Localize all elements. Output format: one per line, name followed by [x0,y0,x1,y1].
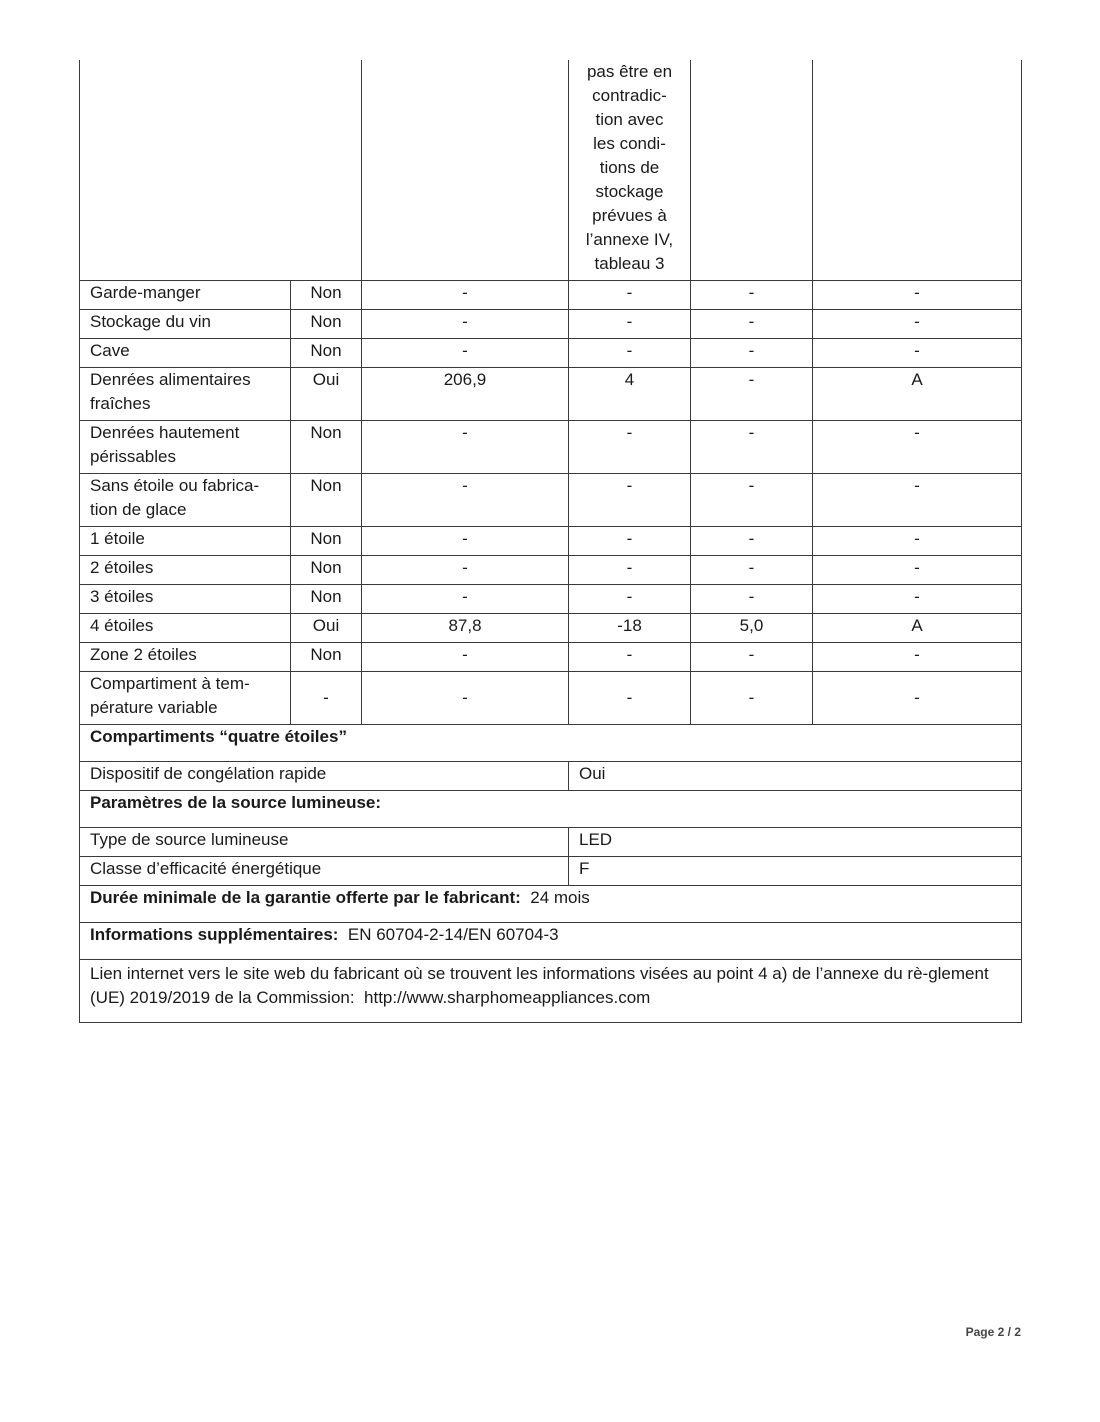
light-type-label: Type de source lumineuse [80,828,569,857]
compartment-volume: - [362,672,569,725]
compartment-temperature: - [569,310,691,339]
compartment-row [80,527,1022,556]
additional-info-value: EN 60704-2-14/EN 60704-3 [347,925,559,944]
continuation-line: pas être en [586,62,673,81]
additional-info-label: Informations supplémentaires: [90,925,339,944]
compartment-freezing-capacity: - [691,474,813,527]
compartment-freezing-capacity: - [691,643,813,672]
compartment-volume: - [362,527,569,556]
compartment-row [80,281,1022,310]
compartment-temperature: 4 [569,368,691,421]
compartment-row [80,421,1022,474]
manufacturer-link-text: Lien internet vers le site web du fabricant où se trouvent les informations visées au point 4 a) de l’annexe du rè-glement (UE) 2019/2019 de la Commission: [90,964,989,1007]
compartment-name: Cave [80,339,291,368]
page-number: Page 2 / 2 [965,1325,1021,1339]
compartment-climate-class: - [813,527,1022,556]
continuation-empty-cell [80,60,362,281]
continuation-line: tableau 3 [594,254,665,273]
compartment-temperature: - [569,421,691,474]
compartment-freezing-capacity: 5,0 [691,614,813,643]
light-class-label: Classe d’efficacité énergétique [80,857,569,886]
compartment-volume: - [362,643,569,672]
light-class-value: F [569,857,1022,886]
compartment-freezing-capacity: - [691,368,813,421]
warranty-row [80,886,1022,923]
light-type-row [80,828,1022,857]
compartment-temperature: - [569,527,691,556]
compartment-name: Stockage du vin [80,310,291,339]
compartment-row [80,556,1022,585]
additional-info-row [80,923,1022,960]
compartment-temperature: - [569,556,691,585]
compartment-volume: - [362,339,569,368]
light-source-heading: Paramètres de la source lumineuse: [80,791,1022,828]
compartment-row [80,339,1022,368]
compartment-climate-class: - [813,474,1022,527]
continuation-text-cell [569,60,691,281]
compartment-name: Zone 2 étoiles [80,643,291,672]
compartment-volume: 206,9 [362,368,569,421]
light-class-row [80,857,1022,886]
compartment-present: Non [291,281,362,310]
warranty-value: 24 mois [530,888,590,907]
compartment-name: 2 étoiles [80,556,291,585]
compartment-freezing-capacity: - [691,310,813,339]
compartment-temperature: - [569,643,691,672]
compartment-climate-class: - [813,339,1022,368]
compartment-climate-class: - [813,281,1022,310]
compartment-freezing-capacity: - [691,339,813,368]
compartment-row [80,310,1022,339]
compartment-name: Sans étoile ou fabrica-tion de glace [80,474,291,527]
manufacturer-link-url[interactable]: http://www.sharphomeappliances.com [364,988,651,1007]
compartment-climate-class: A [813,368,1022,421]
fast-freeze-label: Dispositif de congélation rapide [80,762,569,791]
compartment-volume: - [362,281,569,310]
continuation-empty-cell [362,60,569,281]
compartment-row [80,614,1022,643]
manufacturer-link-row [80,960,1022,1023]
compartment-row [80,585,1022,614]
compartment-temperature: -18 [569,614,691,643]
compartment-name: 3 étoiles [80,585,291,614]
compartment-present: Non [291,585,362,614]
continuation-line: tion avec [595,110,664,129]
compartment-climate-class: - [813,643,1022,672]
compartment-name: Denrées alimentaires fraîches [80,368,291,421]
compartment-freezing-capacity: - [691,556,813,585]
compartment-present: Non [291,339,362,368]
compartment-row [80,368,1022,421]
compartment-present: Non [291,643,362,672]
warranty-cell [80,886,1022,923]
compartment-climate-class: - [813,585,1022,614]
compartment-present: - [291,672,362,725]
compartment-climate-class: A [813,614,1022,643]
compartment-volume: - [362,421,569,474]
compartment-present: Non [291,310,362,339]
continuation-empty-cell [691,60,813,281]
four-star-heading: Compartiments “quatre étoiles” [80,725,1022,762]
compartment-spec-table [79,60,1022,1023]
compartment-freezing-capacity: - [691,421,813,474]
compartment-temperature: - [569,339,691,368]
compartment-freezing-capacity: - [691,672,813,725]
compartment-name: Garde-manger [80,281,291,310]
warranty-label: Durée minimale de la garantie offerte par le fabricant: [90,888,521,907]
light-source-heading-row [80,791,1022,828]
compartment-temperature: - [569,281,691,310]
compartment-temperature: - [569,672,691,725]
compartment-row [80,643,1022,672]
compartment-climate-class: - [813,421,1022,474]
compartment-name: 4 étoiles [80,614,291,643]
compartment-temperature: - [569,474,691,527]
compartment-volume: - [362,585,569,614]
compartment-present: Oui [291,368,362,421]
compartment-name: 1 étoile [80,527,291,556]
compartment-row [80,474,1022,527]
compartment-present: Oui [291,614,362,643]
compartment-temperature: - [569,585,691,614]
continuation-row [80,60,1022,281]
fast-freeze-row [80,762,1022,791]
compartment-present: Non [291,421,362,474]
additional-info-cell [80,923,1022,960]
continuation-line: stockage [595,182,664,201]
compartment-freezing-capacity: - [691,281,813,310]
compartment-volume: - [362,556,569,585]
compartment-freezing-capacity: - [691,527,813,556]
light-type-value: LED [569,828,1022,857]
compartment-row [80,672,1022,725]
continuation-line: tions de [599,158,660,177]
fast-freeze-value: Oui [569,762,1022,791]
compartment-name: Compartiment à tem-pérature variable [80,672,291,725]
compartment-present: Non [291,474,362,527]
compartment-climate-class: - [813,556,1022,585]
continuation-empty-cell [813,60,1022,281]
compartment-volume: - [362,310,569,339]
compartment-climate-class: - [813,672,1022,725]
four-star-heading-row [80,725,1022,762]
compartment-name: Denrées hautement périssables [80,421,291,474]
continuation-line: l’annexe IV, [585,230,674,249]
continuation-line: prévues à [592,206,667,225]
compartment-climate-class: - [813,310,1022,339]
compartment-present: Non [291,556,362,585]
compartment-freezing-capacity: - [691,585,813,614]
manufacturer-link-cell [80,960,1022,1023]
compartment-volume: - [362,474,569,527]
compartment-volume: 87,8 [362,614,569,643]
continuation-line: contradic- [592,86,667,105]
continuation-line: les condi- [593,134,666,153]
compartment-present: Non [291,527,362,556]
